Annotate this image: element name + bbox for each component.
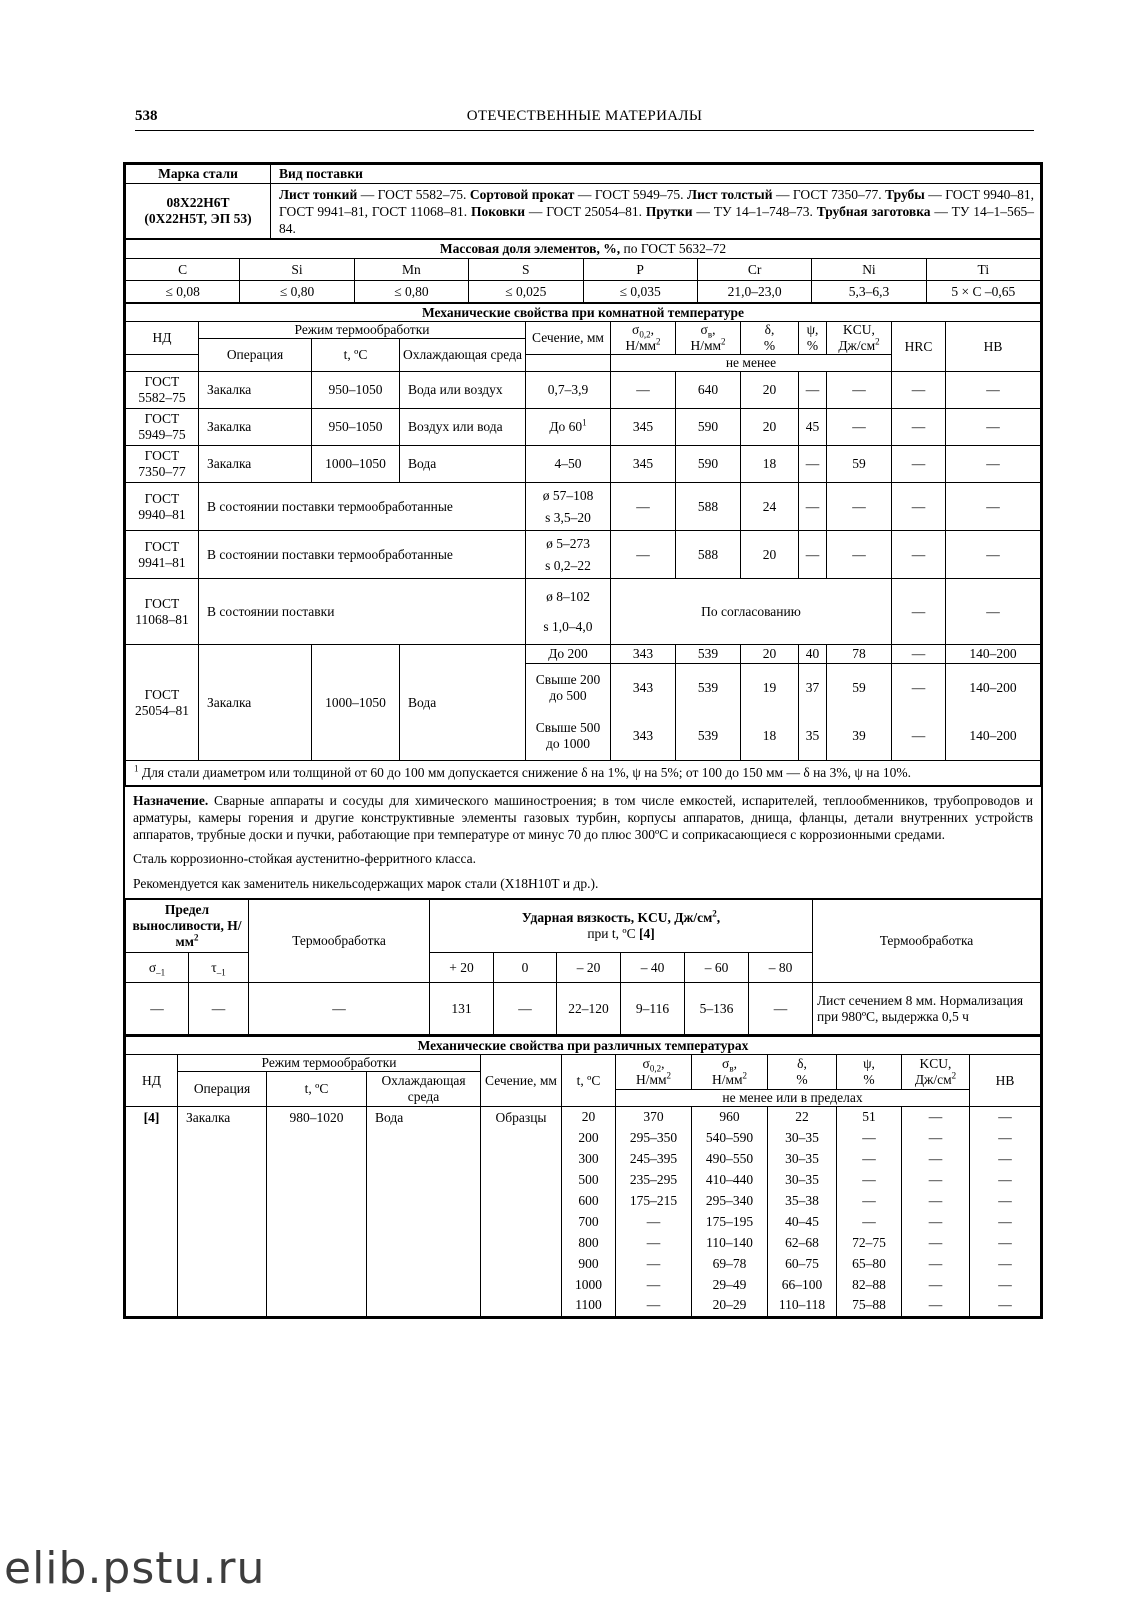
delta-cell: 18 (741, 446, 799, 483)
s02-cell: 343 (611, 645, 676, 664)
sb-cell: 175–195 (692, 1211, 768, 1232)
ht-regime-header: Режим термообработки (178, 1055, 481, 1072)
supply-form-name: Прутки (645, 203, 693, 219)
grade-name: 08Х22Н6Т (166, 195, 230, 210)
value-c: ≤ 0,08 (126, 281, 240, 303)
ht-hb-header: HB (970, 1055, 1041, 1107)
kcu-cell: — (902, 1232, 970, 1253)
sb-cell: 590 (676, 409, 741, 446)
substitute-note: Рекомендуется как заменитель никельсодержащих марок стали (Х18Н10Т и др.). (133, 876, 599, 891)
value-si: ≤ 0,80 (240, 281, 354, 303)
supply-form-name: Лист толстый (687, 186, 773, 202)
delta-cell: 40–45 (768, 1211, 837, 1232)
rt-section-blank (526, 355, 611, 372)
table-row (126, 372, 1041, 409)
hb-cell: 140–200 (946, 645, 1041, 664)
supply-form-standard: — ГОСТ 5949–75. (574, 186, 688, 202)
hb-cell: — (970, 1274, 1041, 1295)
nd-cell: ГОСТ 5949–75 (126, 409, 199, 446)
sigma-header: $\sigma_{-1}$ (126, 953, 189, 983)
delta-cell: 18 (741, 712, 799, 761)
purpose-text: Назначение. Сварные аппараты и сосуды для химического машиностроения; в том числе емкостей, испарителей, теплообменников, трубопроводов и арматуры, камеры горения и другие конструктивные элементы газовых турбин, корпусы аппаратов, днища, фланцы, детали внутренних устройств аппаратов, трубные доски и пучки, работающие при температуре от минус 70 до плюс 300ºС и соприкасающиеся с коррозионными средами. (133, 793, 1033, 842)
purpose-label: Назначение. (133, 793, 209, 808)
ht-temp-cell: 980–1020 (267, 1107, 367, 1317)
tau-value: — (189, 983, 249, 1035)
table-row (126, 983, 1041, 1035)
test-temp-cell: 20 (562, 1107, 616, 1128)
s02-cell: 345 (611, 409, 676, 446)
hrc-cell: — (892, 483, 946, 531)
hb-cell: — (946, 409, 1041, 446)
ht-test-t-header: t, ºС (562, 1055, 616, 1107)
value-ti: 5 × C –0,65 (926, 281, 1040, 303)
nd-cell: ГОСТ 25054–81 (126, 645, 199, 761)
psi-cell: 40 (799, 645, 827, 664)
supply-form-name: Трубы (885, 186, 925, 202)
supply-text (279, 187, 1034, 236)
hb-cell: — (970, 1232, 1041, 1253)
section-cell: Свыше 200 до 500 (526, 664, 611, 713)
s02-cell: 245–395 (616, 1148, 692, 1169)
hb-cell: — (970, 1169, 1041, 1190)
impact-value: 5–136 (685, 983, 749, 1035)
psi-cell: 82–88 (837, 1274, 902, 1295)
delta-cell: 20 (741, 372, 799, 409)
delta-cell: 24 (741, 483, 799, 531)
test-temp-cell: 200 (562, 1127, 616, 1148)
sb-cell: 539 (676, 712, 741, 761)
ht-section-cell: Образцы (481, 1107, 562, 1317)
psi-cell: — (837, 1211, 902, 1232)
test-temp-cell: 500 (562, 1169, 616, 1190)
table-row (126, 1107, 1041, 1128)
s02-cell: — (616, 1274, 692, 1295)
hb-cell: 140–200 (946, 664, 1041, 713)
section-cell: ø 5–273 s 0,2–22 (526, 531, 611, 579)
psi-cell: 51 (837, 1107, 902, 1128)
table-row (126, 446, 1041, 483)
kcu-cell: 39 (827, 712, 892, 761)
high-temp-table (125, 1035, 1041, 1317)
steel-class-note: Сталь коррозионно-стойкая аустенитно-ферритного класса. (133, 851, 476, 866)
delta-cell: 20 (741, 409, 799, 446)
ht-cooling-cell: Вода (367, 1107, 481, 1317)
kcu-cell: — (902, 1274, 970, 1295)
kcu-cell: — (902, 1107, 970, 1128)
temp-cell: 950–1050 (312, 409, 400, 446)
section-cell: До 200 (526, 645, 611, 664)
sb-cell: 539 (676, 645, 741, 664)
temp-cell: 1000–1050 (312, 446, 400, 483)
operation-cell: Закалка (199, 446, 312, 483)
kcu-cell: — (827, 409, 892, 446)
sb-cell: 588 (676, 483, 741, 531)
cooling-cell: Вода (400, 645, 526, 761)
impact-heat-header: Термообработка (813, 899, 1041, 983)
table-row (126, 645, 1041, 664)
psi-cell: 37 (799, 664, 827, 713)
rt-section-header: Сечение, мм (526, 322, 611, 355)
hb-cell: — (970, 1127, 1041, 1148)
psi-cell: — (799, 483, 827, 531)
s02-cell: — (616, 1232, 692, 1253)
sb-cell: 539 (676, 664, 741, 713)
hb-cell: — (970, 1211, 1041, 1232)
rt-nd-blank (126, 355, 199, 372)
hb-cell: — (970, 1107, 1041, 1128)
delta-cell: 110–118 (768, 1295, 837, 1316)
ht-sb-header: $\sigma_в$, $Н/мм^2$ (692, 1055, 768, 1090)
cooling-cell: Воздух или вода (400, 409, 526, 446)
kcu-cell: — (902, 1190, 970, 1211)
impact-temp: – 20 (557, 953, 621, 983)
test-temp-cell: 800 (562, 1232, 616, 1253)
delta-cell: 60–75 (768, 1253, 837, 1274)
impact-temp: – 60 (685, 953, 749, 983)
impact-heat-value: Лист сечением 8 мм. Нормализация при 980ºС, выдержка 0,5 ч (813, 983, 1041, 1035)
ht-cooling-header: Охлаждающая среда (367, 1072, 481, 1107)
sb-cell: 640 (676, 372, 741, 409)
psi-cell: — (837, 1190, 902, 1211)
s02-cell: 343 (611, 712, 676, 761)
hb-cell: — (970, 1253, 1041, 1274)
element-si: Si (240, 259, 354, 281)
rt-hb-header: HB (946, 322, 1041, 372)
s02-cell: — (611, 531, 676, 579)
supply-form-standard: — ГОСТ 7350–77. (772, 186, 886, 202)
fatigue-limit-header: Предел выносливости, $Н/мм^2$ (126, 899, 249, 953)
hb-cell: — (946, 531, 1041, 579)
tau-header: $\tau_{-1}$ (189, 953, 249, 983)
sb-cell: 590 (676, 446, 741, 483)
kcu-cell: 78 (827, 645, 892, 664)
element-ti: Ti (926, 259, 1040, 281)
page-header (135, 108, 1034, 131)
delta-cell: 30–35 (768, 1127, 837, 1148)
section-cell: Свыше 500 до 1000 (526, 712, 611, 761)
psi-cell: 65–80 (837, 1253, 902, 1274)
operation-cell: В состоянии поставки (199, 579, 526, 645)
composition-table (125, 239, 1041, 303)
element-values-row (126, 281, 1041, 303)
operation-cell: Закалка (199, 409, 312, 446)
rt-s02-header: $\sigma_{0,2}$, $Н/мм^2$ (611, 322, 676, 355)
psi-cell: 45 (799, 409, 827, 446)
composition-title-rest: по ГОСТ 5632–72 (620, 241, 727, 256)
kcu-cell: — (902, 1127, 970, 1148)
section-cell: 4–50 (526, 446, 611, 483)
ht-section-header: Сечение, мм (481, 1055, 562, 1107)
delta-cell: 30–35 (768, 1169, 837, 1190)
hb-cell: — (970, 1295, 1041, 1316)
kcu-cell: — (902, 1169, 970, 1190)
composition-title-bold: Массовая доля элементов, %, (439, 241, 621, 256)
rt-kcu-header: KCU, $Дж/см^2$ (827, 322, 892, 355)
supply-form-name: Трубная заготовка (816, 203, 931, 219)
operation-cell: В состоянии поставки термообработанные (199, 483, 526, 531)
hb-cell: — (946, 483, 1041, 531)
element-mn: Mn (354, 259, 468, 281)
kcu-cell: — (827, 372, 892, 409)
psi-cell: — (799, 372, 827, 409)
supply-form-standard: — ТУ 14–1–565–84. (279, 203, 1035, 236)
element-cr: Cr (697, 259, 811, 281)
hrc-cell: — (892, 645, 946, 664)
s02-cell: 235–295 (616, 1169, 692, 1190)
hb-cell: — (946, 446, 1041, 483)
supply-form-name: Лист тонкий (279, 186, 358, 202)
supply-form-standard: — ГОСТ 25054–81. (525, 203, 646, 219)
grade-label: Марка стали (126, 165, 271, 184)
table-row (126, 531, 1041, 579)
impact-temp: 0 (494, 953, 557, 983)
rt-operation-header: Операция (199, 339, 312, 372)
kcu-cell: — (902, 1295, 970, 1316)
hrc-cell: — (892, 579, 946, 645)
rt-hrc-header: HRC (892, 322, 946, 372)
table-row (126, 579, 1041, 645)
ht-s02-header: $\sigma_{0,2}$, $Н/мм^2$ (616, 1055, 692, 1090)
delta-cell: 20 (741, 531, 799, 579)
element-s: S (469, 259, 583, 281)
hrc-cell: — (892, 409, 946, 446)
supply-form-standard: — ГОСТ 9940–81, ГОСТ 9941–81, ГОСТ 11068–81. (279, 186, 1034, 219)
supply-label: Вид поставки (271, 165, 1041, 184)
psi-cell: — (837, 1169, 902, 1190)
delta-cell: 66–100 (768, 1274, 837, 1295)
test-temp-cell: 900 (562, 1253, 616, 1274)
section-cell: 0,7–3,9 (526, 372, 611, 409)
steel-datasheet (123, 162, 1043, 1319)
kcu-cell: — (902, 1148, 970, 1169)
psi-cell: 35 (799, 712, 827, 761)
impact-value: 131 (430, 983, 494, 1035)
s02-cell: 345 (611, 446, 676, 483)
section-cell: ø 8–102 s 1,0–4,0 (526, 579, 611, 645)
impact-temp: + 20 (430, 953, 494, 983)
sb-cell: 69–78 (692, 1253, 768, 1274)
fatigue-impact-table (125, 898, 1041, 1035)
ht-nd-header: НД (126, 1055, 178, 1107)
value-mn: ≤ 0,80 (354, 281, 468, 303)
kcu-cell: 59 (827, 446, 892, 483)
hb-cell: — (970, 1148, 1041, 1169)
delta-cell: 35–38 (768, 1190, 837, 1211)
ht-delta-header: δ, % (768, 1055, 837, 1090)
sb-cell: 20–29 (692, 1295, 768, 1316)
hrc-cell: — (892, 446, 946, 483)
hrc-cell: — (892, 372, 946, 409)
s02-cell: 175–215 (616, 1190, 692, 1211)
rt-t-header: t, ºС (312, 339, 400, 372)
value-p: ≤ 0,035 (583, 281, 697, 303)
table-row (126, 483, 1041, 531)
operation-cell: Закалка (199, 645, 312, 761)
hrc-cell: — (892, 664, 946, 713)
supply-form-standard: — ТУ 14–1–748–73. (692, 203, 817, 219)
section-cell: ø 57–108 s 3,5–20 (526, 483, 611, 531)
delta-cell: 19 (741, 664, 799, 713)
ht-kcu-header: KCU, $Дж/см^2$ (902, 1055, 970, 1090)
supply-form-name: Сортовой прокат (469, 186, 575, 202)
s02-cell: — (616, 1211, 692, 1232)
running-title: ОТЕЧЕСТВЕННЫЕ МАТЕРИАЛЫ (466, 108, 703, 124)
psi-cell: — (799, 446, 827, 483)
s02-cell: — (616, 1253, 692, 1274)
nd-cell: ГОСТ 5582–75 (126, 372, 199, 409)
delta-cell: 20 (741, 645, 799, 664)
hb-cell: — (946, 579, 1041, 645)
fatigue-heat-header: Термообработка (249, 899, 430, 983)
sb-cell: 29–49 (692, 1274, 768, 1295)
grade-alt-names: (0Х22Н5Т, ЭП 53) (144, 211, 252, 226)
sb-cell: 110–140 (692, 1232, 768, 1253)
footnote: $^1$ Для стали диаметром или толщиной от 60 до 100 мм допускается снижение δ на 1%, ψ на 5%; от 100 до 150 мм — δ на 3%, ψ на 10%. (126, 761, 1041, 786)
test-temp-cell: 300 (562, 1148, 616, 1169)
element-c: C (126, 259, 240, 281)
ht-nd-cell: [4] (126, 1107, 178, 1317)
nd-cell: ГОСТ 11068–81 (126, 579, 199, 645)
impact-header: Ударная вязкость, KCU, $Дж/см^2$, при t, ºС [4] (430, 899, 813, 953)
high-temp-title: Механические свойства при различных температурах (126, 1036, 1041, 1055)
rt-nd-header: НД (126, 322, 199, 355)
ht-limits: не менее или в пределах (616, 1090, 970, 1107)
delta-cell: 30–35 (768, 1148, 837, 1169)
kcu-cell: — (902, 1211, 970, 1232)
impact-value: — (749, 983, 813, 1035)
s02-cell: — (611, 483, 676, 531)
psi-cell: 75–88 (837, 1295, 902, 1316)
impact-value: 22–120 (557, 983, 621, 1035)
room-temp-table (125, 303, 1041, 786)
psi-cell: — (837, 1148, 902, 1169)
nd-cell: ГОСТ 9941–81 (126, 531, 199, 579)
hb-cell: — (970, 1190, 1041, 1211)
cooling-cell: Вода или воздух (400, 372, 526, 409)
s02-cell: — (616, 1295, 692, 1316)
section-cell: До $60^1$ (526, 409, 611, 446)
page-number: 538 (135, 108, 158, 124)
composition-title (126, 240, 1041, 259)
ht-operation-cell: Закалка (178, 1107, 267, 1317)
site-watermark: elib.pstu.ru (4, 1543, 266, 1594)
rt-sb-header: $\sigma_в$, $Н/мм^2$ (676, 322, 741, 355)
room-temp-title: Механические свойства при комнатной температуре (126, 304, 1041, 322)
delta-cell: 22 (768, 1107, 837, 1128)
grade-name-cell (126, 184, 271, 239)
purpose-section (125, 786, 1041, 898)
value-ni: 5,3–6,3 (812, 281, 926, 303)
value-s: ≤ 0,025 (469, 281, 583, 303)
sb-cell: 540–590 (692, 1127, 768, 1148)
sb-cell: 960 (692, 1107, 768, 1128)
temp-cell: 1000–1050 (312, 645, 400, 761)
nd-cell: ГОСТ 9940–81 (126, 483, 199, 531)
table-row (126, 409, 1041, 446)
element-ni: Ni (812, 259, 926, 281)
rt-cooling-header: Охлаждающая среда (400, 339, 526, 372)
s02-cell: 343 (611, 664, 676, 713)
sb-cell: 410–440 (692, 1169, 768, 1190)
kcu-cell: 59 (827, 664, 892, 713)
agreement-cell: По согласованию (611, 579, 892, 645)
sb-cell: 588 (676, 531, 741, 579)
operation-cell: Закалка (199, 372, 312, 409)
supply-form-standard: — ГОСТ 5582–75. (357, 186, 470, 202)
operation-cell: В состоянии поставки термообработанные (199, 531, 526, 579)
supply-form-name: Поковки (470, 203, 526, 219)
s02-cell: 370 (616, 1107, 692, 1128)
element-p: P (583, 259, 697, 281)
kcu-cell: — (902, 1253, 970, 1274)
test-temp-cell: 700 (562, 1211, 616, 1232)
element-names-row (126, 259, 1041, 281)
fatigue-heat-value: — (249, 983, 430, 1035)
grade-table (125, 164, 1041, 239)
kcu-cell: — (827, 531, 892, 579)
test-temp-cell: 1000 (562, 1274, 616, 1295)
sigma-value: — (126, 983, 189, 1035)
temp-cell: 950–1050 (312, 372, 400, 409)
hrc-cell: — (892, 531, 946, 579)
s02-cell: — (611, 372, 676, 409)
ht-psi-header: ψ, % (837, 1055, 902, 1090)
hrc-cell: — (892, 712, 946, 761)
supply-forms (271, 184, 1041, 239)
delta-cell: 62–68 (768, 1232, 837, 1253)
sb-cell: 490–550 (692, 1148, 768, 1169)
kcu-cell: — (827, 483, 892, 531)
impact-temp: – 80 (749, 953, 813, 983)
psi-cell: — (837, 1127, 902, 1148)
psi-cell: — (799, 531, 827, 579)
impact-value: 9–116 (621, 983, 685, 1035)
ht-operation-header: Операция (178, 1072, 267, 1107)
cooling-cell: Вода (400, 446, 526, 483)
rt-regime-header: Режим термообработки (199, 322, 526, 339)
psi-cell: 72–75 (837, 1232, 902, 1253)
nd-cell: ГОСТ 7350–77 (126, 446, 199, 483)
impact-temp: – 40 (621, 953, 685, 983)
hb-cell: — (946, 372, 1041, 409)
value-cr: 21,0–23,0 (697, 281, 811, 303)
rt-delta-header: δ, % (741, 322, 799, 355)
sb-cell: 295–340 (692, 1190, 768, 1211)
s02-cell: 295–350 (616, 1127, 692, 1148)
impact-value: — (494, 983, 557, 1035)
ht-t-header: t, ºС (267, 1072, 367, 1107)
test-temp-cell: 600 (562, 1190, 616, 1211)
rt-psi-header: ψ, % (799, 322, 827, 355)
rt-not-less: не менее (611, 355, 892, 372)
hb-cell: 140–200 (946, 712, 1041, 761)
test-temp-cell: 1100 (562, 1295, 616, 1316)
